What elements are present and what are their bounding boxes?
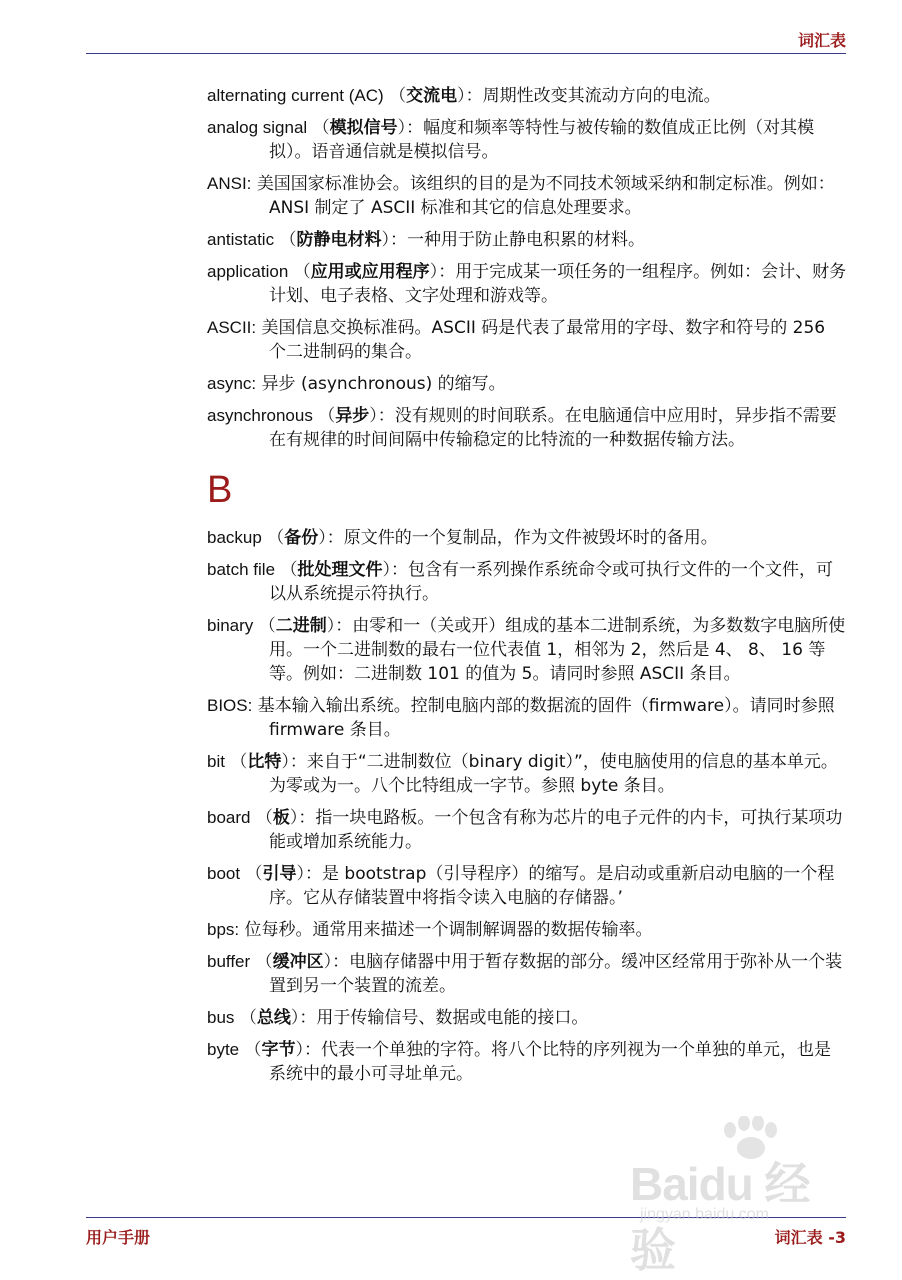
glossary [207,84,847,1094]
glossary-entry [207,526,847,550]
glossary-entry [207,228,847,252]
entry-separator: ： [335,616,353,636]
entry-definition: 来自于“二进制数位（binary digit）”，使电脑使用的信息的基本单元。为零或为一。八个比特组成一字节。参照 byte 条目。 [269,752,838,796]
paren-close: ） [369,406,378,426]
entry-chinese-term: 引导 [262,864,297,884]
entry-term: batch file [207,560,276,579]
entry-term: analog signal [207,118,308,137]
entry-term: backup [207,528,262,547]
entry-definition: 美国国家标准协会。该组织的目的是为不同技术领域采纳和制定标准。例如：ANSI 制定了 ASCII 标准和其它的信息处理要求。 [256,174,835,218]
glossary-entry [207,950,847,998]
header-title: 词汇表 [797,31,846,50]
entry-separator: ： [390,560,408,580]
entry-definition: 幅度和频率等特性与被传输的数值成正比例（对其模拟）。语音通信就是模拟信号。 [269,118,815,162]
entry-definition: 异步 (asynchronous) 的缩写。 [261,374,506,394]
paren-open: （ [239,1040,262,1060]
entry-definition: 美国信息交换标准码。ASCII 码是代表了最常用的字母、数字和符号的 256 个二进制码的集合。 [261,318,826,362]
entry-term: bus [207,1008,235,1027]
entry-definition: 由零和一（关或开）组成的基本二进制系统，为多数数字电脑所使用。一个二进制数的最右一位代表值 1，相邻为 2，然后是 4、 8、 16 等等。例如：二进制数 101 的值为 5。请同时参照 ASCII 条目。 [269,616,846,684]
entry-separator: ： [332,952,350,972]
glossary-entry [207,172,847,220]
glossary-section-a [207,84,847,452]
entry-definition: 代表一个单独的字符。将八个比特的序列视为一个单独的单元，也是系统中的最小可寻址单元。 [269,1040,832,1084]
glossary-entry [207,1038,847,1086]
watermark-url: jingyan.baidu.com [640,1206,769,1223]
entry-definition: 用于传输信号、数据或电能的接口。 [316,1008,589,1028]
entry-definition: 是 bootstrap（引导程序）的缩写。是启动或重新启动电脑的一个程序。它从存储装置中将指令读入电脑的存储器。’ [269,864,835,908]
entry-separator: ： [377,406,395,426]
paren-open: （ [275,560,298,580]
entry-separator: ： [304,1040,322,1060]
glossary-entry [207,558,847,606]
entry-chinese-term: 总线 [256,1008,291,1028]
entry-term: bit [207,752,225,771]
entry-separator: ： [465,86,483,106]
glossary-entry [207,84,847,108]
paren-open: （ [274,230,297,250]
paren-open: （ [312,406,336,426]
entry-chinese-term: 批处理文件 [297,560,383,580]
entry-separator: ： [326,528,344,548]
entry-chinese-term: 二进制 [275,616,327,636]
footer-manual-title: 用户手册 [86,1228,151,1247]
entry-term: bps: [207,920,240,939]
entry-chinese-term: 字节 [261,1040,296,1060]
entry-term: board [207,808,251,827]
entry-term: asynchronous [207,406,313,425]
paren-close: ） [296,864,305,884]
header-divider [86,53,846,54]
entry-chinese-term: 备份 [284,528,319,548]
glossary-entry [207,862,847,910]
entry-definition: 位每秒。通常用来描述一个调制解调器的数据传输率。 [244,920,653,940]
glossary-entry [207,316,847,364]
paren-close: ） [381,230,390,250]
entry-separator: ： [406,118,424,138]
watermark [630,1142,850,1276]
paren-close: ） [318,528,327,548]
entry-term: BIOS: [207,696,253,715]
paren-close: ） [326,616,336,636]
entry-chinese-term: 板 [272,808,290,828]
glossary-entry [207,260,847,308]
glossary-entry [207,918,847,942]
entry-separator: ： [438,262,456,282]
entry-term: ASCII: [207,318,257,337]
entry-separator: ： [298,808,316,828]
glossary-entry [207,1006,847,1030]
footer-page-number: 词汇表 -3 [774,1228,846,1247]
entry-definition: 一种用于防止静电积累的材料。 [407,230,645,250]
entry-definition: 基本输入输出系统。控制电脑内部的数据流的固件（firmware）。请同时参照 firmware 条目。 [257,696,835,740]
glossary-entry [207,806,847,854]
entry-term: application [207,262,289,281]
entry-definition: 周期性改变其流动方向的电流。 [482,86,721,106]
paren-close: ） [429,262,439,282]
entry-definition: 原文件的一个复制品，作为文件被毁坏时的备用。 [343,528,718,548]
entry-definition: 电脑存储器中用于暂存数据的部分。缓冲区经常用于弥补从一个装置到另一个装置的流差。 [269,952,843,996]
entry-chinese-term: 应用或应用程序 [310,262,430,282]
entry-separator: ： [289,752,307,772]
paren-open: （ [224,752,248,772]
entry-definition: 用于完成某一项任务的一组程序。例如：会计、财务计划、电子表格、文字处理和游戏等。 [269,262,847,306]
paren-open: （ [288,262,311,282]
paren-open: （ [250,808,273,828]
entry-term: async: [207,374,257,393]
paren-close: ） [295,1040,305,1060]
paren-close: ） [457,86,466,106]
section-letter-b: B [207,469,233,511]
entry-term: boot [207,864,241,883]
entry-term: alternating current (AC) [207,86,384,105]
glossary-section-b [207,526,847,1086]
entry-chinese-term: 模拟信号 [329,118,398,138]
glossary-entry [207,750,847,798]
paren-open: （ [240,864,263,884]
paren-open: （ [383,86,407,106]
entry-definition: 指一块电路板。一个包含有称为芯片的电子元件的内卡，可执行某项功能或增加系统能力。 [269,808,843,852]
entry-chinese-term: 交流电 [406,86,458,106]
paren-close: ） [382,560,391,580]
entry-separator: ： [390,230,407,250]
paren-open: （ [307,118,330,138]
entry-definition: 没有规则的时间联系。在电脑通信中应用时，异步指不需要在有规律的时间间隔中传输稳定的比特流的一种数据传输方法。 [269,406,837,450]
paren-close: ） [289,808,299,828]
entry-term: antistatic [207,230,275,249]
entry-term: binary [207,616,254,635]
glossary-entry [207,372,847,396]
entry-chinese-term: 防静电材料 [296,230,382,250]
entry-term: ANSI: [207,174,252,193]
entry-term: byte [207,1040,240,1059]
watermark-brand: Baidu 经验 [630,1158,810,1276]
entry-chinese-term: 比特 [247,752,282,772]
paren-close: ） [397,118,407,138]
paren-close: ） [281,752,290,772]
entry-chinese-term: 异步 [335,406,370,426]
paren-open: （ [261,528,285,548]
paren-close: ） [323,952,333,972]
entry-term: buffer [207,952,251,971]
paren-open: （ [234,1008,257,1028]
entry-definition: 包含有一系列操作系统命令或可执行文件的一个文件，可以从系统提示符执行。 [269,560,833,604]
paren-open: （ [250,952,273,972]
entry-separator: ： [299,1008,317,1028]
entry-chinese-term: 缓冲区 [272,952,324,972]
glossary-entry [207,404,847,452]
glossary-entry [207,694,847,742]
entry-separator: ： [305,864,322,884]
glossary-entry [207,116,847,164]
glossary-entry [207,614,847,686]
paren-close: ） [290,1008,300,1028]
paren-open: （ [253,616,276,636]
